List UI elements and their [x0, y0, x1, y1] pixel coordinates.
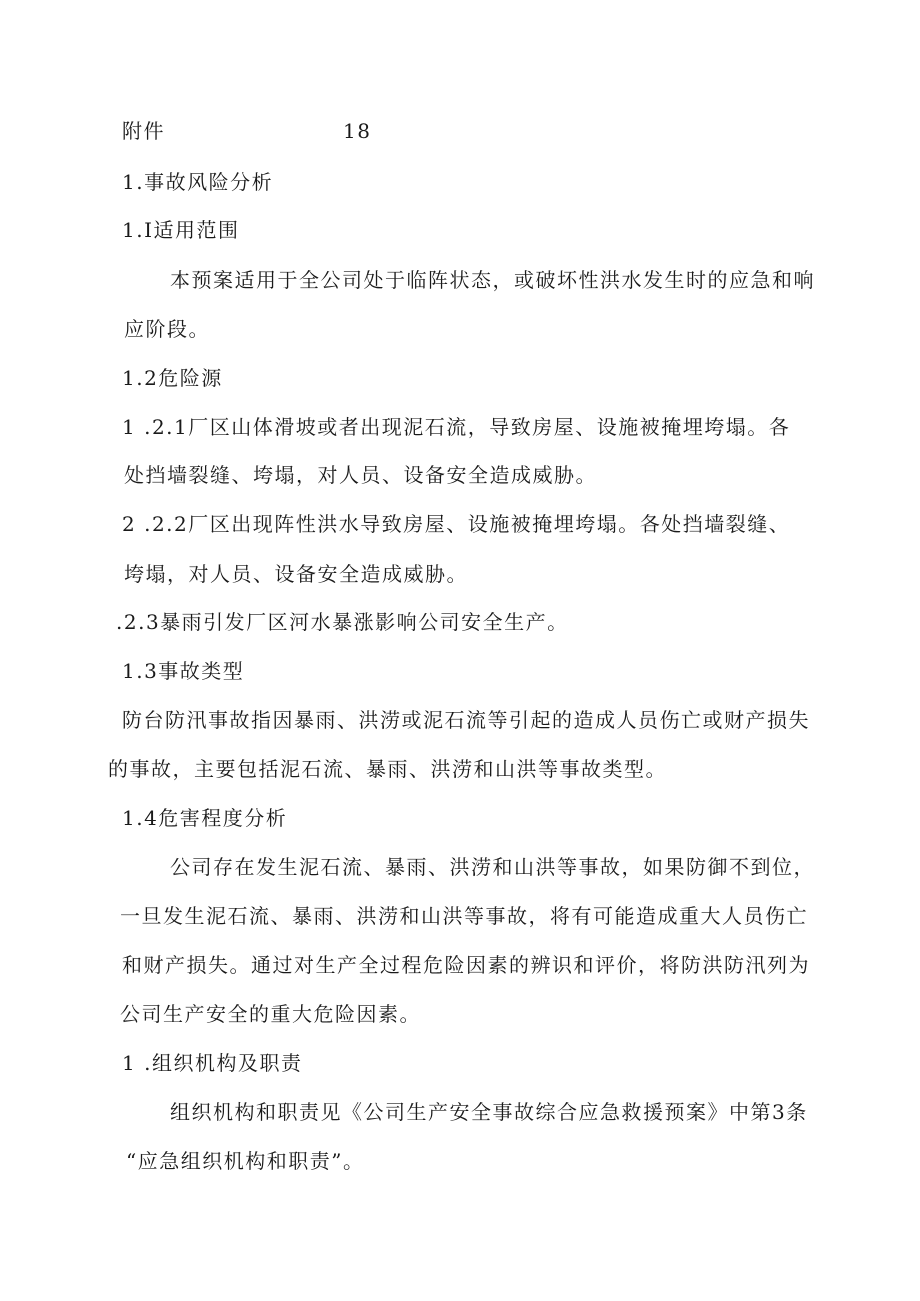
- annex-heading: [122, 118, 372, 144]
- paragraph-line: 防台防汛事故指因暴雨、洪涝或泥石流等引起的造成人员伤亡或财产损失: [122, 708, 810, 732]
- paragraph-line: 应阶段。: [124, 317, 210, 341]
- section-heading: 1.事故风险分析: [122, 170, 274, 194]
- paragraph-line: 组织机构和职责见《公司生产安全事故综合应急救援预案》中第3条: [170, 1100, 808, 1124]
- paragraph-line: 公司生产安全的重大危险因素。: [120, 1002, 421, 1026]
- subsection-heading: 1.I适用范围: [122, 218, 240, 242]
- paragraph-line: .2.3暴雨引发厂区河水暴涨影响公司安全生产。: [116, 610, 569, 634]
- paragraph-line: 的事故，主要包括泥石流、暴雨、洪涝和山洪等事故类型。: [108, 757, 667, 781]
- paragraph-line: 处挡墙裂缝、垮塌，对人员、设备安全造成威胁。: [124, 463, 597, 487]
- annex-label: 附件: [122, 119, 165, 143]
- annex-number: 18: [343, 119, 372, 143]
- subsection-heading: 1.3事故类型: [122, 659, 245, 683]
- paragraph-line: 本预案适用于全公司处于临阵状态，或破坏性洪水发生时的应急和响: [170, 268, 815, 292]
- paragraph-line: 公司存在发生泥石流、暴雨、洪涝和山洪等事故，如果防御不到位，: [170, 855, 815, 879]
- subsection-heading: 1.2危险源: [122, 366, 223, 390]
- paragraph-line: 1 .2.1厂区山体滑坡或者出现泥石流，导致房屋、设施被掩埋垮塌。各: [122, 415, 791, 439]
- paragraph-line: 和财产损失。通过对生产全过程危险因素的辨识和评价，将防洪防汛列为: [122, 953, 810, 977]
- section-heading: 1 .组织机构及职责: [122, 1051, 303, 1075]
- paragraph-line: 一旦发生泥石流、暴雨、洪涝和山洪等事故，将有可能造成重大人员伤亡: [120, 904, 808, 928]
- paragraph-line: 2 .2.2厂区出现阵性洪水导致房屋、设施被掩埋垮塌。各处挡墙裂缝、: [122, 512, 791, 536]
- paragraph-line: 垮塌，对人员、设备安全造成威胁。: [124, 562, 468, 586]
- subsection-heading: 1.4危害程度分析: [122, 806, 288, 830]
- paragraph-line: “应急组织机构和职责”。: [126, 1149, 365, 1173]
